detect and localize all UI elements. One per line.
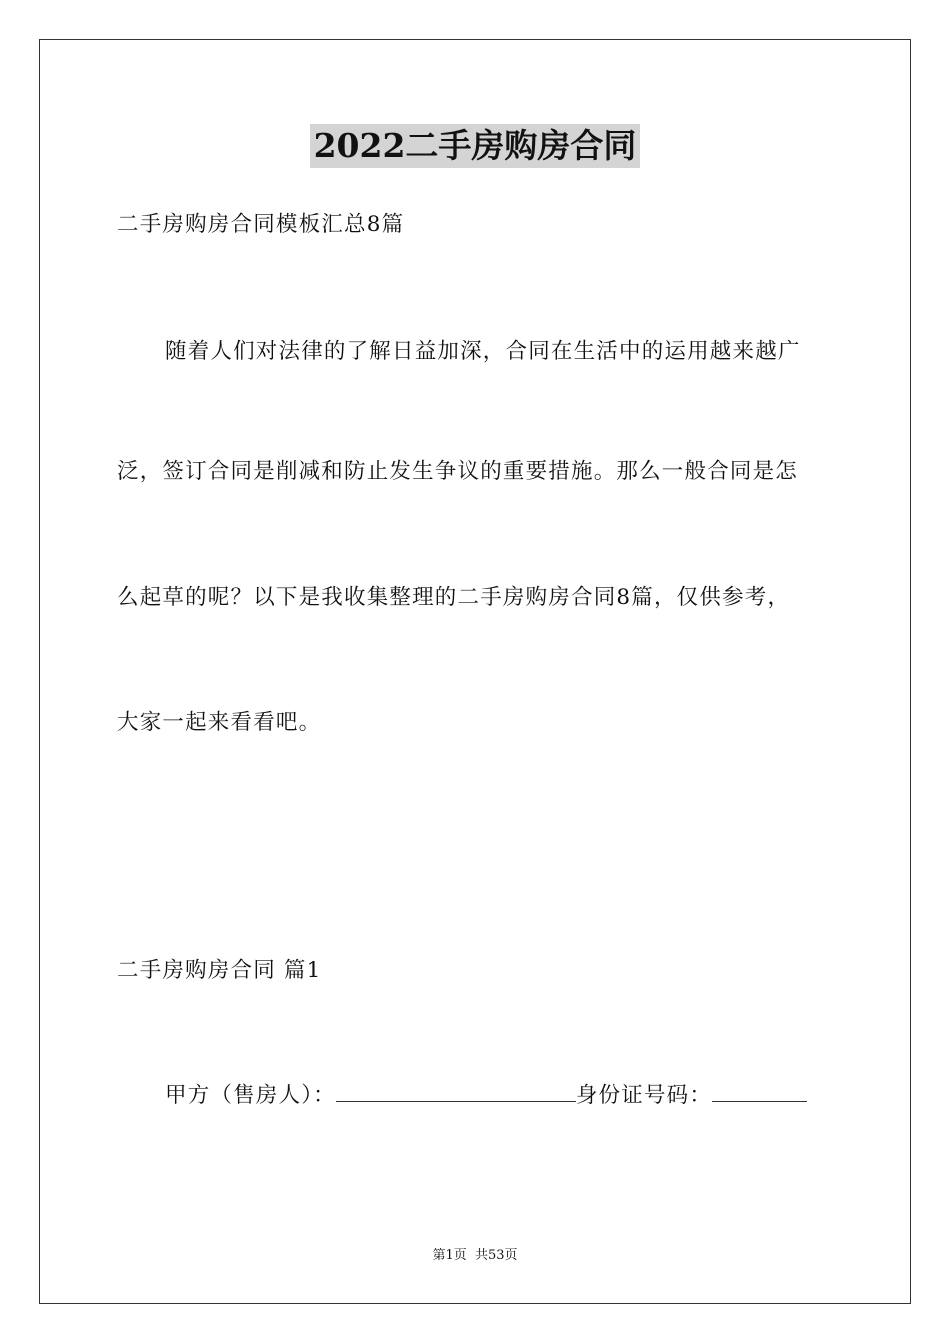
id-number-blank[interactable]	[712, 1081, 807, 1102]
intro-line-2: 泛，签订合同是削减和防止发生争议的重要措施。那么一般合同是怎	[117, 459, 799, 484]
intro-line-4: 大家一起来看看吧。	[117, 710, 322, 735]
intro-line-1: 随着人们对法律的了解日益加深，合同在生活中的运用越来越广	[165, 339, 801, 364]
party-a-label: 甲方（售房人）：	[165, 1083, 336, 1108]
id-number-label: 身份证号码：	[575, 1083, 713, 1108]
page-number-total: 共53页	[474, 1248, 518, 1263]
intro-line-3: 么起草的呢？以下是我收集整理的二手房购房合同8篇，仅供参考，	[117, 585, 791, 610]
document-subtitle: 二手房购房合同模板汇总8篇	[117, 212, 405, 237]
title-container	[0, 124, 950, 168]
section-heading: 二手房购房合同 篇1	[117, 958, 322, 983]
party-a-row	[165, 1081, 807, 1111]
party-a-name-blank[interactable]	[336, 1081, 576, 1102]
page-number-current: 第1页	[432, 1248, 467, 1263]
document-title: 2022二手房购房合同	[310, 124, 641, 168]
page-footer	[0, 1247, 950, 1265]
